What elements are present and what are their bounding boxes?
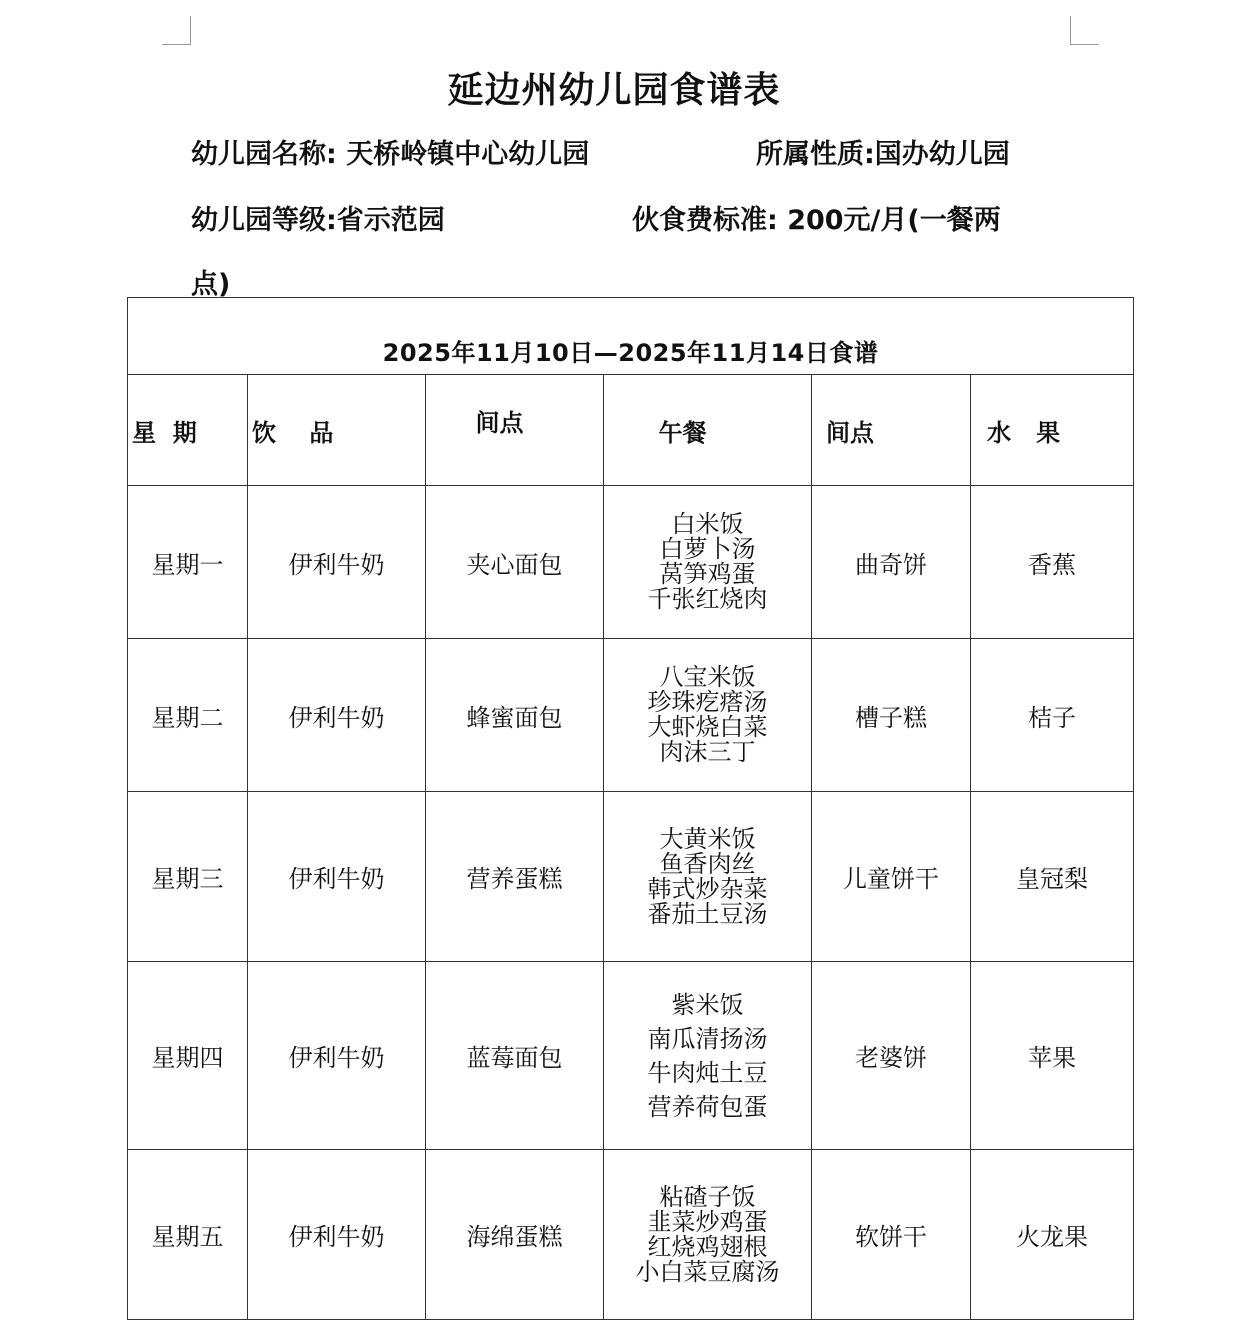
lunch-dish: 莴笋鸡蛋 (659, 560, 756, 588)
lunch-dish: 珍珠疙瘩汤 (647, 688, 768, 716)
row-snack-1: 海绵蛋糕 (426, 1150, 604, 1320)
lunch-dish: 白米饭 (671, 510, 744, 538)
header-row (128, 375, 1134, 486)
lunch-dish: 肉沫三丁 (659, 738, 756, 766)
row-drink: 伊利牛奶 (248, 1150, 426, 1320)
document-title: 延边州幼儿园食谱表 (447, 70, 781, 111)
lunch-dish: 鱼香肉丝 (659, 849, 756, 878)
lunch-dish: 牛肉炖土豆 (647, 1058, 768, 1087)
row-drink: 伊利牛奶 (248, 486, 426, 639)
row-snack-2: 曲奇饼 (812, 486, 971, 639)
lunch-dish: 白萝卜汤 (659, 535, 756, 563)
row-lunch (604, 1150, 812, 1320)
row-drink: 伊利牛奶 (248, 639, 426, 792)
page-corner-mark-top-right (1070, 16, 1099, 45)
row-day: 星期一 (128, 486, 248, 639)
row-fruit: 苹果 (971, 962, 1134, 1150)
row-day: 星期三 (128, 792, 248, 962)
lunch-dish: 紫米饭 (671, 990, 744, 1019)
header-snack-1: 间点 (426, 375, 604, 486)
lunch-dish: 千张红烧肉 (647, 585, 768, 613)
row-snack-1: 蓝莓面包 (426, 962, 604, 1150)
lunch-dish: 南瓜清扬汤 (647, 1024, 768, 1053)
meal-fee-standard: 伙食费标准: 200元/月(一餐两 (632, 205, 1001, 236)
header-day: 星 期 (128, 375, 248, 486)
row-day: 星期二 (128, 639, 248, 792)
table-row (128, 1150, 1134, 1320)
header-snack-2: 间点 (812, 375, 971, 486)
row-lunch (604, 962, 812, 1150)
table-row (128, 639, 1134, 792)
row-lunch (604, 486, 812, 639)
kindergarten-type: 所属性质:国办幼儿园 (756, 139, 1010, 170)
lunch-dish: 大黄米饭 (659, 824, 756, 853)
row-day: 星期五 (128, 1150, 248, 1320)
kindergarten-level: 幼儿园等级:省示范园 (191, 205, 445, 236)
row-fruit: 皇冠梨 (971, 792, 1134, 962)
table-row (128, 962, 1134, 1150)
row-snack-2: 老婆饼 (812, 962, 971, 1150)
menu-table (127, 297, 1134, 1320)
header-fruit: 水 果 (971, 375, 1134, 486)
row-fruit: 火龙果 (971, 1150, 1134, 1320)
lunch-dish: 韭菜炒鸡蛋 (647, 1207, 768, 1236)
row-snack-1: 蜂蜜面包 (426, 639, 604, 792)
row-fruit: 桔子 (971, 639, 1134, 792)
row-snack-2: 儿童饼干 (812, 792, 971, 962)
lunch-dish: 番茄土豆汤 (647, 899, 768, 928)
row-lunch (604, 792, 812, 962)
header-lunch: 午餐 (604, 375, 812, 486)
row-lunch (604, 639, 812, 792)
page-corner-mark-top-left (162, 16, 191, 45)
lunch-dish: 八宝米饭 (659, 663, 756, 691)
row-snack-2: 槽子糕 (812, 639, 971, 792)
lunch-dish: 韩式炒杂菜 (647, 874, 768, 903)
row-drink: 伊利牛奶 (248, 792, 426, 962)
lunch-dish: 大虾烧白菜 (647, 713, 768, 741)
header-drink: 饮 品 (248, 375, 426, 486)
kindergarten-name: 幼儿园名称: 天桥岭镇中心幼儿园 (191, 139, 590, 170)
table-row (128, 486, 1134, 639)
lunch-dish: 红烧鸡翅根 (647, 1232, 768, 1261)
lunch-dish: 小白菜豆腐汤 (635, 1257, 780, 1286)
row-snack-1: 夹心面包 (426, 486, 604, 639)
row-day: 星期四 (128, 962, 248, 1150)
week-title: 2025年11月10日—2025年11月14日食谱 (128, 298, 1134, 375)
table-row (128, 792, 1134, 962)
meal-fee-standard-continued: 点) (191, 269, 231, 300)
row-snack-2: 软饼干 (812, 1150, 971, 1320)
row-snack-1: 营养蛋糕 (426, 792, 604, 962)
lunch-dish: 营养荷包蛋 (647, 1092, 768, 1121)
row-drink: 伊利牛奶 (248, 962, 426, 1150)
row-fruit: 香蕉 (971, 486, 1134, 639)
lunch-dish: 粘碴子饭 (659, 1182, 756, 1211)
